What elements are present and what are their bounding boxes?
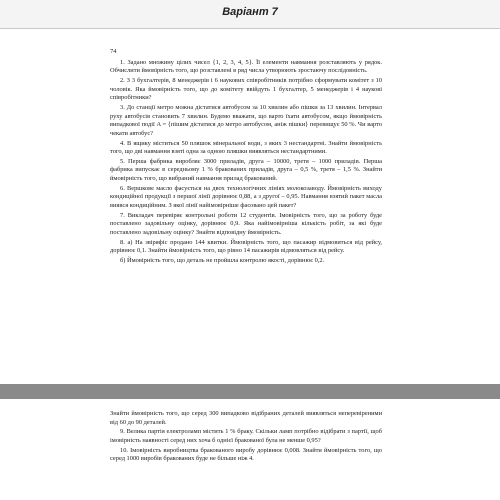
- problem-5: 5. Перша фабрика виробляє 3000 приладів, друга – 10000, третя – 1000 приладів. Перша фабрика випускає в середньому 1 % бракованих приладів, друга – 0,5 %, третя – 1,5 %. Знайти ймовірність того, що вибраний навмання прилад бракований.: [110, 157, 382, 183]
- problem-9: 9. Велика партія електроламп містить 1 % браку. Скільки ламп потрібно відібрати з партії, щоб імовірність наявності серед них хоча б однієї бракованої була не менше 0,95?: [110, 428, 382, 444]
- problem-3: 3. До станції метро можна дістатися автобусом за 10 хвилин або пішки за 13 хвилин. Інтервал руху автобусів становить 7 хвилин. Будемо вважати, що варто їхати автобусом, якщо ймовірність випадкової події A = {пішим дістатися до метро автобусом, аніж пішки} перевищує 50 %. Чи варто чекати автобус?: [110, 103, 382, 137]
- header-band: [0, 0, 500, 29]
- variant-title: Варіант 7: [222, 6, 278, 18]
- problem-8b: б) Ймовірність того, що деталь не пройшла контролю якості, дорівнює 0,2.: [120, 257, 325, 265]
- problem-7: 7. Викладач перевіряє контрольні роботи 12 студентів. Імовірність того, що за роботу буде поставлено задовільну оцінку, дорівнює 0,9. Яка найімовірніша кількість робіт, за які буде поставлено задовільну оцінку? Знайти відповідну ймовірність.: [110, 211, 382, 236]
- problem-4: 4. В ящику міститься 50 пляшок мінеральної води, з яких 3 нестандартні. Знайти ймовірність того, що дві навмання взяті одна за одною пляшки виявляться нестандартними.: [110, 139, 382, 156]
- problem-1: 1. Задано множину цілих чисел {1, 2, 3, 4, 5}. Її елементи навмання розставляють у рядок. Обчислити ймовірність того, що розставлені в ряд числа утворюють зростаючу послідовність.: [110, 58, 382, 75]
- problem-8b-continued: Знайти ймовірність того, що серед 300 випадково відібраних деталей виявляться неперевіреними від 60 до 90 деталей.: [110, 410, 382, 426]
- problem-8a: 8. а) На звіряфіс продано 144 квитки. Ймовірність того, що пасажир відмовиться від рейсу, дорівнює 0,1. Знайти ймовірність того, що рівно 14 пасажирів відмовляться від рейсу.: [110, 238, 382, 255]
- problem-2: 2. З 3 бухгалтерів, 8 менеджерів і 6 наукових співробітників потрібно сформувати комітет з 10 чоловік. Яка ймовірність того, що до комітету ввійдуть 1 бухгалтер, 5 менеджерів і 4 наукові співробітники?: [110, 76, 382, 102]
- problem-10: 10. Імовірність виробництва бракованого виробу дорівнює 0,008. Знайти ймовірність того, що серед 1000 виробів бракованих буде не більше ніж 4.: [110, 446, 382, 463]
- problem-6: 6. Вершкове масло фасується на двох технологічних лініях молокозаводу. Ймовірність виходу кондиційної продукції з першої лінії дорівнює 0,88, а з другої – 0,95. Навмання взятий пакет масла виявся кондиційним. З якої лінії найімовірніше фасовано цей пакет?: [110, 184, 382, 210]
- page-divider: [0, 384, 500, 399]
- document-page-top: [110, 48, 382, 267]
- page-number: 74: [110, 48, 117, 55]
- document-page-bottom: [110, 410, 382, 465]
